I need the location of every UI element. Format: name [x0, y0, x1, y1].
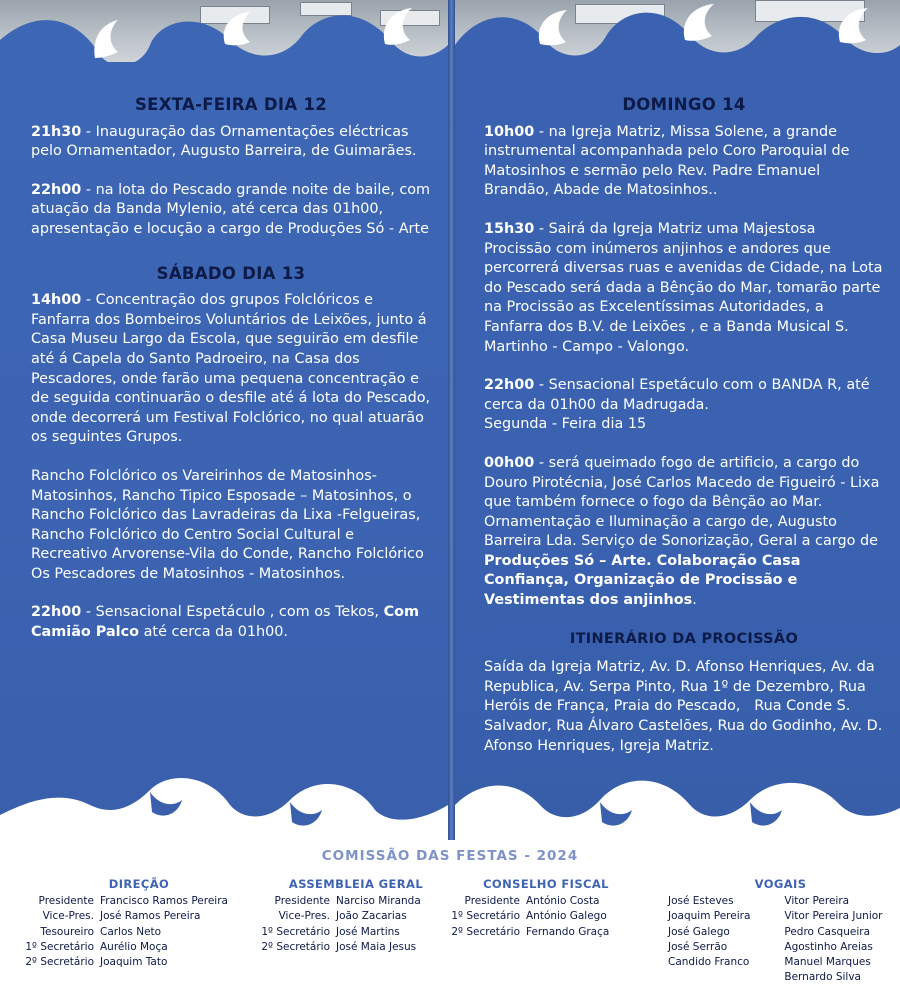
member-name: António Costa [526, 895, 600, 908]
member-name: Manuel Marques [784, 956, 871, 969]
monday-line: Segunda - Feira dia 15 [484, 416, 647, 433]
friday-title: SEXTA-FEIRA DIA 12 [134, 95, 328, 114]
top-wave-decoration [0, 0, 900, 90]
member-row [24, 940, 254, 955]
member-row [446, 894, 646, 909]
vogais-group [668, 877, 893, 985]
event-time: 10h00 [484, 123, 535, 140]
member-role: Vice-Pres. [278, 910, 330, 923]
event-time: 22h00 [484, 377, 535, 394]
member-row [24, 909, 254, 924]
member-name: António Galego [526, 910, 607, 923]
member-name: José Ramos Pereira [100, 910, 201, 923]
center-fold [448, 0, 455, 840]
event-text: - Sairá da Igreja Matriz uma Majestosa Procissão com inúmeros anjinhos e andores que percorrerá diversas ruas e avenidas de Cidade, na Lota do Pescado será dada a Bênção do Mar, tomarão parte na Procissão as Excelentíssimas Autoridades, a Fanfarra dos B.V. de Leixões , e a Banda Musical S. Martinho - Campo - Valongo. [484, 220, 883, 355]
committee-title: COMISSÃO DAS FESTAS - 2024 [321, 848, 579, 864]
folklore-groups: Rancho Folclórico os Vareirinhos de Matosinhos-Matosinhos, Rancho Tipico Esposade – Matosinhos, o Rancho Folclórico das Lavradeiras da Lixa -Felgueiras, Rancho Folclórico do Centro Social Cultural e Recreativo Arvorense-Vila do Conde, Rancho Folclórico Os Pescadores de Matosinhos - Matosinhos. [31, 467, 424, 582]
sunday-title: DOMINGO 14 [622, 95, 746, 114]
left-column [31, 95, 431, 662]
member-role: Vice-Pres. [42, 910, 94, 923]
member-name: José Serrão [668, 940, 728, 953]
event-entry [484, 220, 884, 357]
member-name: Joaquim Pereira [668, 910, 751, 923]
event-time: 14h00 [31, 292, 82, 309]
event-text: - Concentração dos grupos Folclóricos e Fanfarra dos Bombeiros Voluntários de Leixões, junto á Casa Museu Largo da Escola, que seguirão em desfile até á Capela do Santo Padroeiro, na Casa dos Pescadores, onde farão uma pequena concentração e de seguida continuarão o desfile até á lota do Pescado, onde decorrerá um Festival Folclórico, no qual atuarão os seguintes Grupos. [31, 292, 431, 446]
event-entry [31, 181, 431, 240]
member-role: Presidente [464, 895, 520, 908]
member-row [256, 940, 456, 955]
member-role: Tesoureiro [40, 925, 94, 938]
vogais-title: VOGAIS [754, 877, 807, 891]
direcao-title: DIREÇÃO [108, 877, 170, 891]
vogais-col-2 [784, 894, 882, 985]
member-name: Joaquim Tato [100, 956, 168, 969]
member-name: José Esteves [668, 895, 734, 908]
member-name: José Maia Jesus [336, 940, 417, 953]
member-row [24, 925, 254, 940]
member-name: Francisco Ramos Pereira [100, 895, 228, 908]
conselho-group [446, 877, 646, 940]
member-name: Carlos Neto [100, 925, 162, 938]
member-name: José Martins [336, 925, 400, 938]
assembleia-title: ASSEMBLEIA GERAL [288, 877, 424, 891]
right-column [484, 95, 884, 775]
saturday-title: SÁBADO DIA 13 [156, 263, 306, 283]
assembleia-group [256, 877, 456, 955]
event-text: - Inauguração das Ornamentações eléctricas pelo Ornamentador, Augusto Barreira, de Guimarães. [31, 123, 417, 160]
member-name: Pedro Casqueira [784, 925, 871, 938]
member-name: Vitor Pereira [784, 895, 850, 908]
member-role: Presidente [274, 895, 330, 908]
member-role: 1º Secretário [261, 925, 330, 938]
member-name: Agostinho Areias [784, 940, 873, 953]
member-row [256, 894, 456, 909]
itinerary-title: ITINERÁRIO DA PROCISSÃO [569, 630, 799, 647]
member-role: Presidente [38, 895, 94, 908]
member-name: João Zacarias [336, 910, 407, 923]
member-name: Candido Franco [668, 956, 750, 969]
member-role: 1º Secretário [25, 940, 94, 953]
member-name: José Galego [668, 925, 730, 938]
vogais-columns [668, 894, 893, 985]
committee-section [0, 840, 900, 987]
event-entry [31, 603, 431, 642]
event-highlight: Com Camião Palco [31, 604, 420, 641]
event-text: - Sensacional Espetáculo , com os Tekos, [81, 604, 384, 621]
member-role: 2º Secretário [261, 940, 330, 953]
itinerary-text: Saída da Igreja Matriz, Av. D. Afonso Henriques, Av. da Republica, Av. Serpa Pinto, Rua 1º de Dezembro, Rua Heróis de França, Praia do Pescado, Rua Conde S. Salvador, Rua Álvaro Castelões, Rua do Godinho, Av. D. Afonso Henriques, Igreja Matriz. [484, 659, 883, 754]
member-name: Narciso Miranda [336, 895, 421, 908]
direcao-group [24, 877, 254, 970]
member-row [446, 925, 646, 940]
event-time: 22h00 [31, 604, 82, 621]
event-text: - Sensacional Espetáculo com o BANDA R, até cerca da 01h00 da Madrugada. [484, 377, 870, 413]
member-row [446, 909, 646, 924]
event-text-end: até cerca da 01h00. [139, 624, 289, 641]
event-entry [484, 376, 884, 435]
event-text: - será queimado fogo de artificio, a cargo do Douro Pirotécnia, José Carlos Macedo de Figueiró - Lixa que também fornece o fogo da Bênção ao Mar. Ornamentação e Iluminação a cargo de, Augusto Barreira Lda. Serviço de Sonorização, Geral a cargo de [484, 454, 880, 550]
event-entry [31, 123, 431, 162]
member-role: 2º Secretário [451, 925, 520, 938]
member-name: Fernando Graça [526, 925, 610, 938]
member-name: Aurélio Moça [100, 940, 168, 953]
member-row [24, 894, 254, 909]
member-name: Vitor Pereira Junior [784, 910, 883, 923]
event-text-end: . [692, 592, 697, 609]
member-row [256, 925, 456, 940]
vogais-col-1 [668, 894, 750, 985]
member-role: 1º Secretário [451, 910, 520, 923]
member-row [256, 909, 456, 924]
event-entry [31, 291, 431, 448]
member-name: Bernardo Silva [784, 971, 861, 984]
conselho-title: CONSELHO FISCAL [483, 877, 609, 891]
event-time: 22h00 [31, 181, 82, 198]
event-time: 21h30 [31, 123, 82, 140]
member-row [24, 955, 254, 970]
event-entry [484, 123, 884, 201]
member-role: 2º Secretário [25, 956, 94, 969]
event-text: - na Igreja Matriz, Missa Solene, a grande instrumental acompanhada pelo Coro Paroquial de Matosinhos e sermão pelo Rev. Padre Emanuel Brandão, Abade de Matosinhos.. [484, 123, 850, 199]
event-text: - na lota do Pescado grande noite de baile, com atuação da Banda Mylenio, até cerca das 01h00, apresentação e locução a cargo de Produções Só - Arte [31, 181, 431, 237]
fireworks-entry [484, 454, 884, 611]
event-time: 00h00 [484, 454, 535, 471]
event-highlight: Produções Só – Arte. Colaboração Casa Confiança, Organização de Procissão e Vestimentas dos anjinhos [484, 552, 801, 609]
event-time: 15h30 [484, 220, 535, 237]
